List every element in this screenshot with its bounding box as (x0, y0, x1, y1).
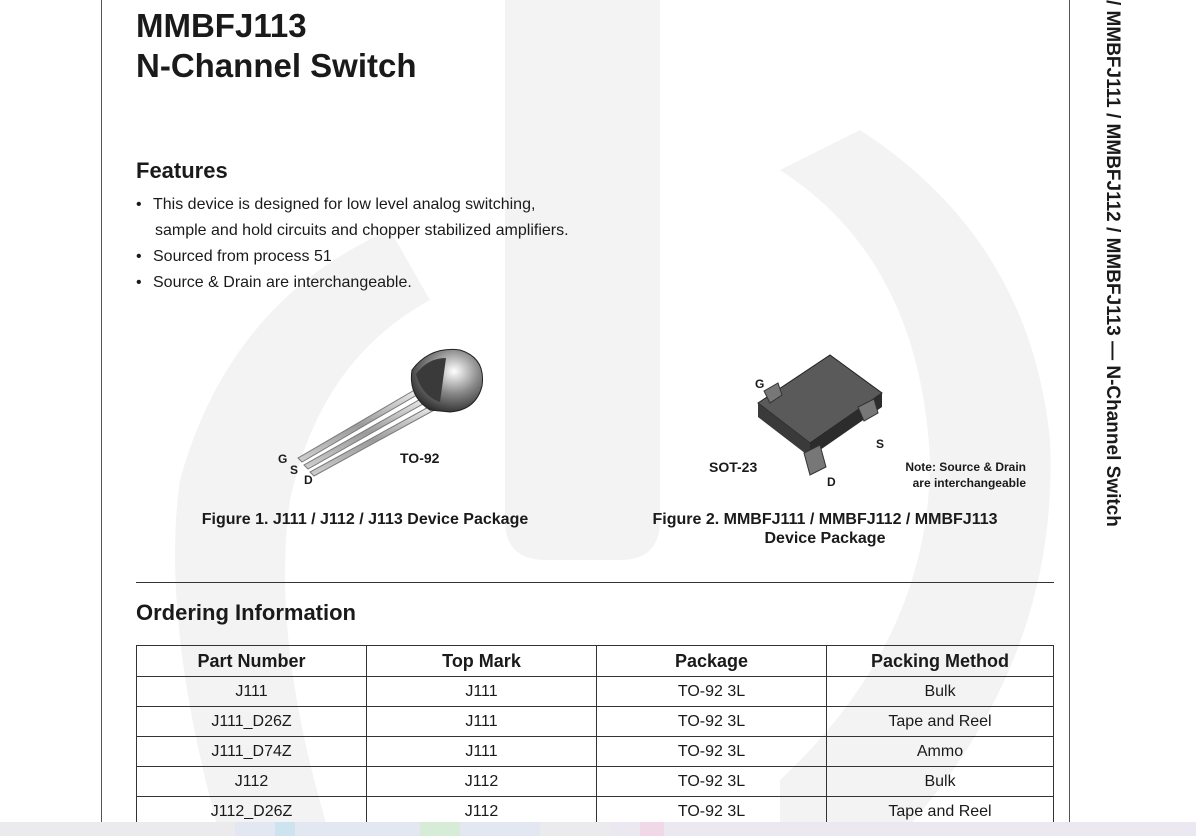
sot23-pin-g-label: G (755, 377, 765, 391)
table-cell: J111 (367, 677, 597, 707)
feature-item (136, 270, 569, 296)
bottom-strip (0, 822, 1196, 836)
table-row (137, 677, 1054, 707)
features-heading: Features (136, 158, 228, 183)
table-cell: J111 (137, 677, 367, 707)
table-cell: TO-92 3L (597, 767, 827, 797)
feature-text-continued: sample and hold circuits and chopper stabilized amplifiers. (155, 222, 569, 239)
table-cell: J112 (367, 767, 597, 797)
column-header-top-mark: Top Mark (367, 646, 597, 677)
column-header-packing-method: Packing Method (827, 646, 1054, 677)
features-list (136, 192, 569, 296)
strip-segment (640, 822, 664, 836)
table-cell: Ammo (827, 737, 1054, 767)
table-cell: Tape and Reel (827, 707, 1054, 737)
side-title: / MMBFJ111 / MMBFJ112 / MMBFJ113 — N-Channel Switch (1102, 0, 1123, 527)
table-cell: J111 (367, 707, 597, 737)
to92-pin-d-label: D (304, 473, 313, 487)
title-line-2: N-Channel Switch (136, 47, 417, 84)
to92-pin-g-label: G (278, 452, 288, 466)
note-line-2: are interchangeable (912, 476, 1026, 490)
table-cell: J111 (367, 737, 597, 767)
title-line-1: MMBFJ113 (136, 7, 307, 44)
feature-text: Sourced from process 51 (153, 248, 332, 265)
sot23-pin-s-label: S (876, 437, 885, 451)
table-cell: J112 (137, 767, 367, 797)
to92-package-illustration (290, 340, 490, 480)
table-header-row (137, 646, 1054, 677)
document-title (136, 6, 417, 86)
table-cell: TO-92 3L (597, 707, 827, 737)
strip-segment (420, 822, 460, 836)
table-cell: J112 (367, 797, 597, 827)
feature-text: Source & Drain are interchangeable. (153, 274, 412, 291)
figure-2-caption-line-2: Device Package (764, 530, 886, 547)
figure-1-caption: Figure 1. J111 / J112 / J113 Device Package (201, 511, 529, 528)
to92-package-label: TO-92 (400, 450, 440, 466)
table-cell: TO-92 3L (597, 677, 827, 707)
interchangeable-note (860, 459, 1026, 491)
table-cell: Bulk (827, 677, 1054, 707)
figure-2-caption-line-1: Figure 2. MMBFJ111 / MMBFJ112 / MMBFJ113 (652, 511, 998, 528)
table-row (137, 707, 1054, 737)
table-cell: Tape and Reel (827, 797, 1054, 827)
note-line-1: Note: Source & Drain (905, 460, 1026, 474)
section-divider (136, 582, 1054, 583)
column-header-package: Package (597, 646, 827, 677)
feature-text: This device is designed for low level analog switching, (153, 196, 536, 213)
table-cell: Bulk (827, 767, 1054, 797)
table-cell: TO-92 3L (597, 797, 827, 827)
ordering-heading: Ordering Information (136, 600, 356, 625)
table-cell: J111_D74Z (137, 737, 367, 767)
strip-segment (612, 822, 1196, 836)
table-cell: J111_D26Z (137, 707, 367, 737)
table-cell: J112_D26Z (137, 797, 367, 827)
feature-item (136, 192, 569, 244)
table-cell: TO-92 3L (597, 737, 827, 767)
figure-2-caption (620, 510, 1030, 548)
feature-item (136, 244, 569, 270)
ordering-table (136, 645, 1054, 827)
table-row (137, 767, 1054, 797)
strip-segment (275, 822, 295, 836)
sot23-package-label: SOT-23 (709, 459, 758, 475)
to92-pin-s-label: S (290, 463, 299, 477)
column-header-part-number: Part Number (137, 646, 367, 677)
sot23-pin-d-label: D (827, 475, 836, 489)
table-row (137, 737, 1054, 767)
